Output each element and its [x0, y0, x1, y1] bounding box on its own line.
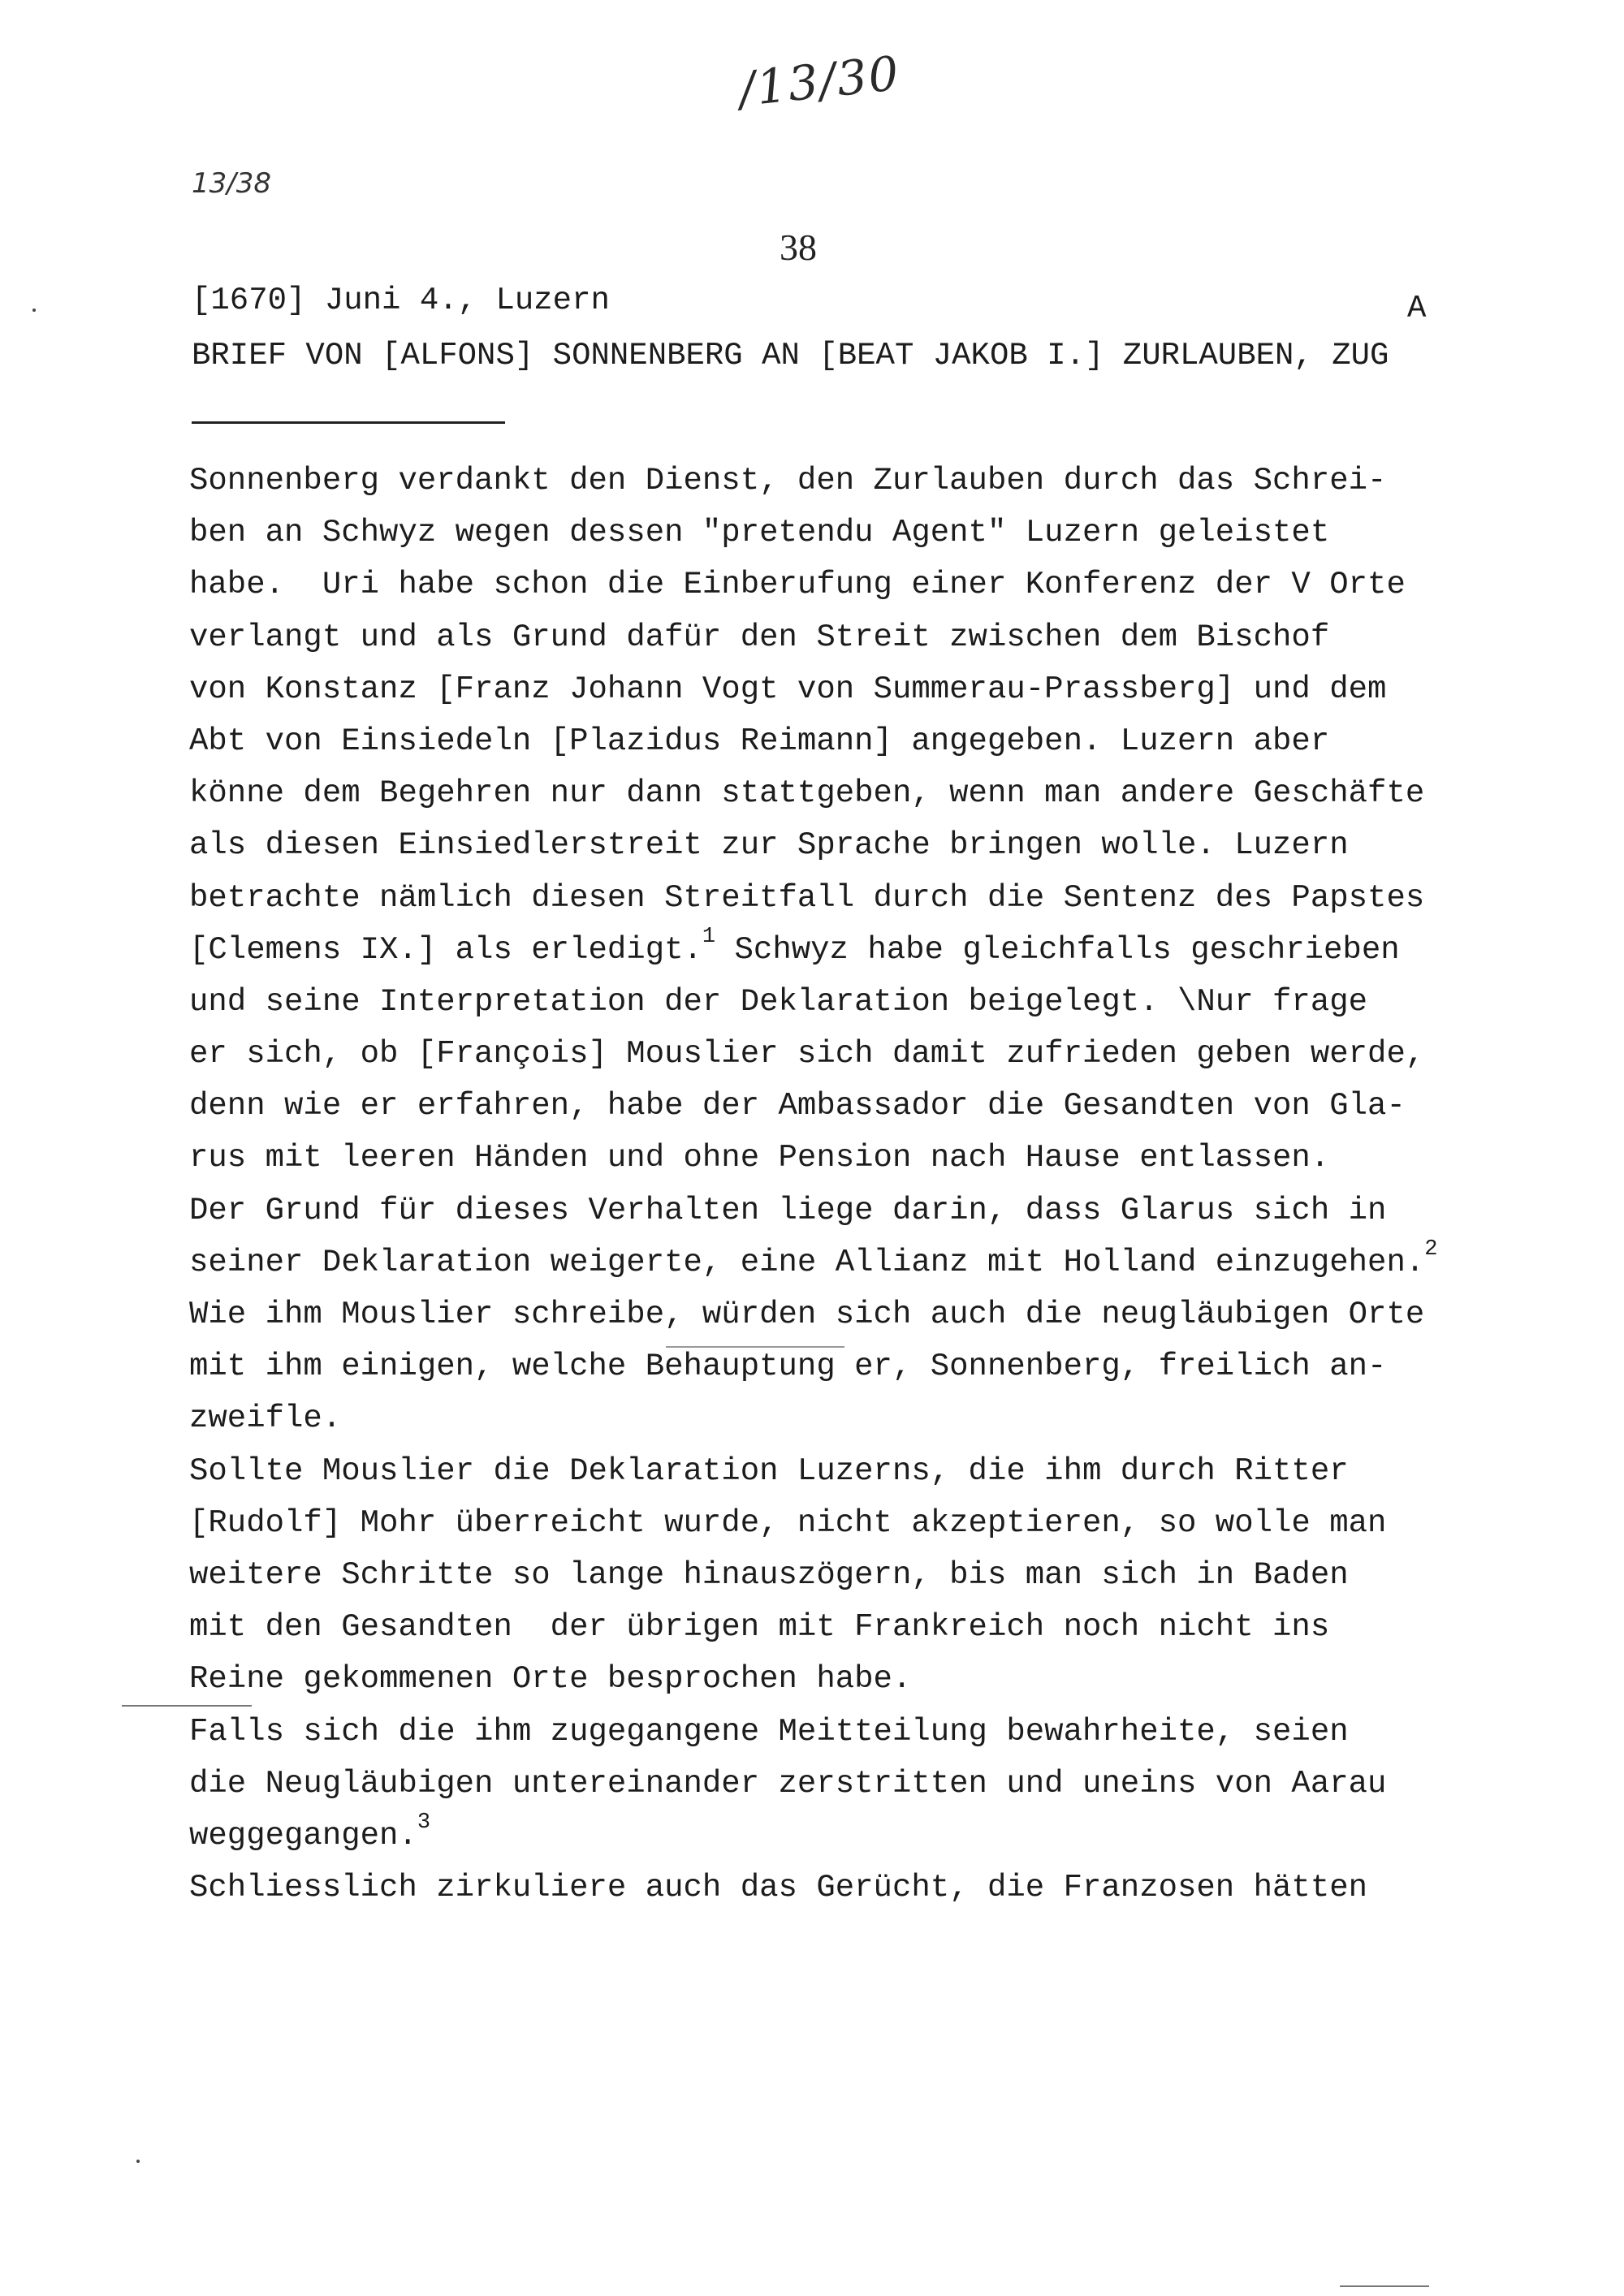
date-line: [1670] Juni 4., Luzern: [192, 283, 610, 318]
body-line-continuation: Schwyz habe gleichfalls geschrieben: [715, 931, 1400, 968]
body-line: [189, 1549, 1437, 1601]
body-line: [189, 715, 1437, 767]
body-line: [189, 872, 1437, 924]
body-line-text: mit ihm einigen, welche Behauptung er, Sonnenberg, freilich an-: [189, 1349, 1387, 1385]
body-line-text: als diesen Einsiedlerstreit zur Sprache bringen wolle. Luzern: [189, 827, 1349, 864]
body-line-text: rus mit leeren Händen und ohne Pension nach Hause entlassen.: [189, 1140, 1330, 1176]
body-line: [189, 1758, 1437, 1810]
body-line-text: Wie ihm Mouslier schreibe, würden sich auch die neugläubigen Orte: [189, 1297, 1425, 1332]
body-line-text: betrachte nämlich diesen Streitfall durch die Sentenz des Papstes: [189, 879, 1425, 916]
body-line: [189, 1445, 1437, 1497]
body-line-text: die Neugläubigen untereinander zerstritten und uneins von Aarau: [189, 1765, 1387, 1802]
body-line: [189, 924, 1437, 976]
body-line: [189, 1132, 1437, 1184]
scan-speck: [136, 2160, 140, 2163]
body-line-text: mit den Gesandten der übrigen mit Frankreich noch nicht ins: [189, 1609, 1330, 1646]
body-line-text: von Konstanz [Franz Johann Vogt von Summerau-Prassberg] und dem: [189, 671, 1387, 707]
body-line: [189, 819, 1437, 871]
body-line: [189, 767, 1437, 819]
body-line: [189, 1080, 1437, 1132]
footnote-marker: 2: [1424, 1236, 1438, 1262]
body-line-text: Reine gekommenen Orte besprochen habe.: [189, 1661, 912, 1698]
scan-speck: [32, 309, 36, 312]
body-line-text: weggegangen.: [189, 1817, 417, 1854]
body-line: [189, 507, 1437, 559]
body-line-text: ben an Schwyz wegen dessen "pretendu Agent" Luzern geleistet: [189, 515, 1330, 551]
body-line: [189, 1810, 1437, 1862]
scan-mark: [122, 1705, 252, 1707]
body-line: [189, 1862, 1437, 1914]
body-line-text: [Clemens IX.] als erledigt.: [189, 931, 702, 968]
title-divider: [192, 421, 505, 424]
body-line-text: verlangt und als Grund dafür den Streit zwischen dem Bischof: [189, 619, 1330, 655]
body-line: [189, 611, 1437, 663]
body-line: [189, 1497, 1437, 1549]
body-line-text: er sich, ob [François] Mouslier sich damit zufrieden geben werde,: [189, 1036, 1425, 1072]
body-line-text: und seine Interpretation der Deklaration beigelegt. \Nur frage: [189, 983, 1368, 1020]
body-line-text: Sonnenberg verdankt den Dienst, den Zurlauben durch das Schrei-: [189, 463, 1387, 498]
body-line: [189, 1601, 1437, 1653]
footnote-marker: 1: [702, 924, 716, 949]
body-line-text: Schliesslich zirkuliere auch das Gerücht, die Franzosen hätten: [189, 1870, 1368, 1906]
scan-mark: [666, 1346, 844, 1348]
body-line: [189, 1392, 1437, 1444]
archive-letter: A: [1407, 291, 1427, 326]
body-line: [189, 1288, 1437, 1340]
body-line: [189, 1653, 1437, 1705]
body-line: [189, 1028, 1437, 1080]
body-line-text: seiner Deklaration weigerte, eine Allianz mit Holland einzugehen.: [189, 1244, 1425, 1280]
body-line-text: könne dem Begehren nur dann stattgeben, wenn man andere Geschäfte: [189, 775, 1425, 812]
body-line-text: Falls sich die ihm zugegangene Meitteilung bewahrheite, seien: [189, 1713, 1349, 1750]
body-line: [189, 1236, 1437, 1288]
document-number: 38: [780, 227, 817, 268]
body-line-text: Der Grund für dieses Verhalten liege darin, dass Glarus sich in: [189, 1192, 1387, 1228]
archive-reference: 13/38: [192, 167, 271, 200]
body-line: [189, 1185, 1437, 1236]
document-title: BRIEF VON [ALFONS] SONNENBERG AN [BEAT JAKOB I.] ZURLAUBEN, ZUG: [192, 338, 1389, 373]
body-line: [189, 1340, 1437, 1392]
body-line: [189, 455, 1437, 507]
body-line-text: [Rudolf] Mohr überreicht wurde, nicht akzeptieren, so wolle man: [189, 1504, 1387, 1541]
body-line-text: Abt von Einsiedeln [Plazidus Reimann] angegeben. Luzern aber: [189, 723, 1330, 759]
handwritten-page-note: /13/30: [736, 45, 903, 118]
body-line: [189, 663, 1437, 715]
body-line-text: weitere Schritte so lange hinauszögern, bis man sich in Baden: [189, 1556, 1349, 1593]
body-line-text: habe. Uri habe schon die Einberufung einer Konferenz der V Orte: [189, 567, 1406, 603]
body-line-text: Sollte Mouslier die Deklaration Luzerns, die ihm durch Ritter: [189, 1452, 1349, 1489]
body-line-text: denn wie er erfahren, habe der Ambassador die Gesandten von Gla-: [189, 1088, 1406, 1124]
body-line: [189, 976, 1437, 1028]
footnote-marker: 3: [417, 1810, 431, 1835]
letter-summary-body: [189, 455, 1437, 1914]
body-line-text: zweifle.: [189, 1400, 342, 1437]
body-line: [189, 1706, 1437, 1758]
body-line: [189, 559, 1437, 611]
scan-mark: [1340, 2285, 1429, 2287]
